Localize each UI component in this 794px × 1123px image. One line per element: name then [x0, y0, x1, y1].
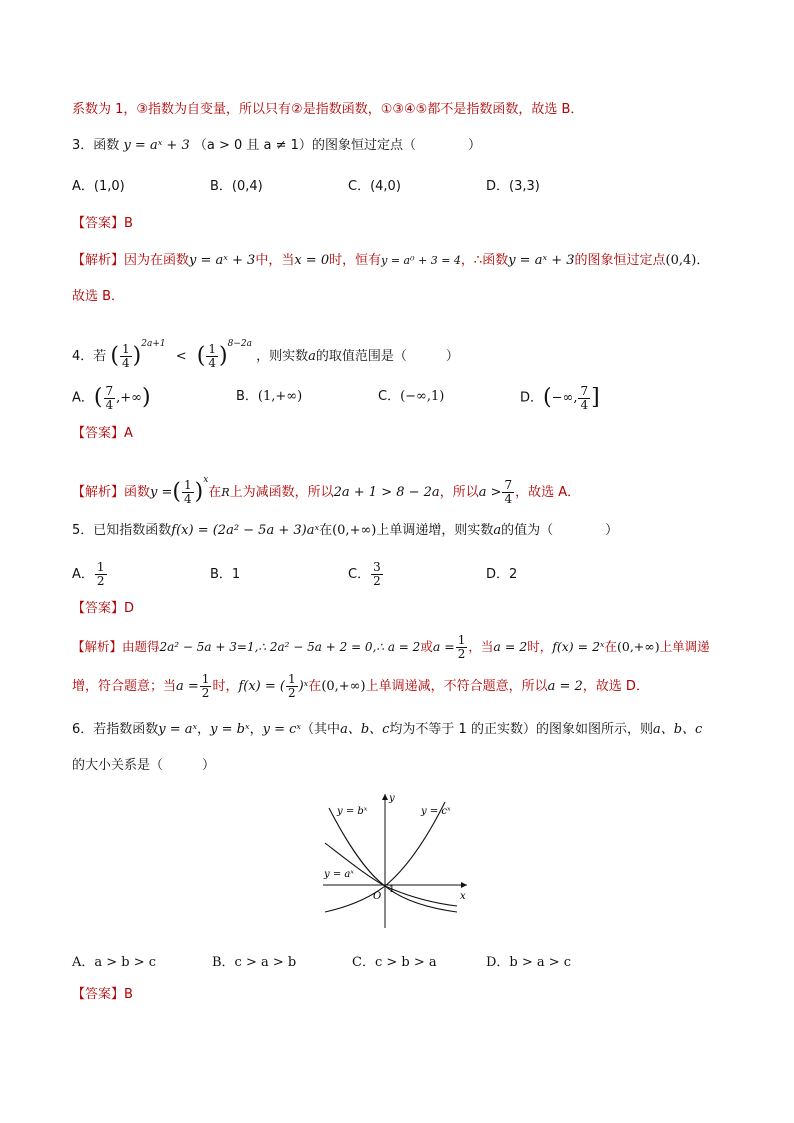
- q5-stem: 5．已知指数函数f(x) = (2a² − 5a + 3)aˣ在(0,+∞)上单调递增，则实数a的值为（ ）: [72, 523, 619, 538]
- label-origin: O: [373, 891, 382, 902]
- q3-analysis-2: 故选 B．: [72, 289, 125, 304]
- q6-stem: 6．若指数函数y = aˣ，y = bˣ，y = cˣ（其中a、b、c均为不等于 1 的正实数）的图象如图所示，则a、b、c: [72, 722, 703, 737]
- q5-answer: 【答案】D: [72, 601, 135, 616]
- exponential-graph: [317, 788, 477, 938]
- fraction: $\frac{1}{4}$: [122, 342, 130, 370]
- q3-option-b: B．(0,4): [210, 179, 263, 194]
- curve-b: [329, 808, 457, 912]
- label-x: x: [460, 891, 466, 902]
- label-one: 1: [389, 885, 395, 895]
- q5-analysis-2: 增，符合题意；当a = $\frac{1}{2}$ 时，f(x) = ( $\frac{1}{2}$ )ˣ在(0,+∞)上单调递减，不符合题意，所以a = 2，故选 D．: [72, 672, 649, 700]
- q6-option-d: D．b > a > c: [486, 955, 572, 970]
- q4-analysis: 【解析】函数y =( $\frac{1}{4}$ )$^x$在R上为减函数，所以2a + 1 > 8 − 2a，所以a > $\frac{7}{4}$ ，故选 A．: [72, 475, 581, 506]
- q6-option-c: C．c > b > a: [352, 955, 437, 970]
- y-axis-arrow: [382, 794, 388, 800]
- x-axis-arrow: [461, 882, 467, 888]
- q3-answer: 【答案】B: [72, 216, 133, 231]
- q5-option-d: D．2: [486, 567, 518, 582]
- q4-option-a: A．( $\frac{7}{4}$ ,+∞): [72, 383, 151, 412]
- q6-option-b: B．c > a > b: [212, 955, 297, 970]
- label-c: y = cˣ: [421, 806, 451, 817]
- q6-option-a: A．a > b > c: [72, 955, 157, 970]
- q3-stem: 3．函数 y = aˣ + 3 （a > 0 且 a ≠ 1）的图象恒过定点（ ）: [72, 138, 481, 153]
- label-y: y: [389, 793, 395, 804]
- q3-option-a: A．(1,0): [72, 179, 125, 194]
- q4-option-b: B．(1,+∞): [236, 389, 303, 404]
- q5-analysis: 【解析】由题得2a² − 5a + 3=1,∴ 2a² − 5a + 2 = 0,∴ a = 2或a = $\frac{1}{2}$ ，当a = 2时，f(x) = 2ˣ在(0,+∞)上单调递: [72, 633, 710, 661]
- q5-option-b: B．1: [210, 567, 241, 582]
- q3-option-c: C．(4,0): [348, 179, 401, 194]
- q3-option-d: D．(3,3): [486, 179, 540, 194]
- q6-stem-2: 的大小关系是（ ）: [72, 758, 216, 773]
- q4-option-d: D．(−∞, $\frac{7}{4}$ ]: [520, 383, 600, 412]
- q4-answer: 【答案】A: [72, 426, 133, 441]
- q4-option-c: C．(−∞,1): [378, 389, 445, 404]
- label-a: y = aˣ: [324, 869, 354, 880]
- q5-option-c: C． $\frac{3}{2}$: [348, 560, 381, 588]
- intro-line: 系数为 1，③指数为自变量，所以只有②是指数函数，①③④⑤都不是指数函数，故选 B．: [72, 102, 584, 117]
- q3-analysis: 【解析】因为在函数y = aˣ + 3中，当x = 0时，恒有y = a⁰ + 3 = 4，∴函数y = aˣ + 3的图象恒过定点(0,4)．: [72, 253, 710, 268]
- q6-answer: 【答案】B: [72, 987, 133, 1002]
- label-b: y = bˣ: [337, 806, 368, 817]
- fraction: $\frac{1}{4}$: [208, 342, 217, 370]
- q5-option-a: A． $\frac{1}{2}$: [72, 560, 105, 588]
- q4-stem: 4．若 ( $\frac{1}{4}$ )$^{2a+1}$ < ( $\frac{1}{4}$ )$^{8-2a}$ ，则实数a的取值范围是（ ）: [72, 339, 459, 370]
